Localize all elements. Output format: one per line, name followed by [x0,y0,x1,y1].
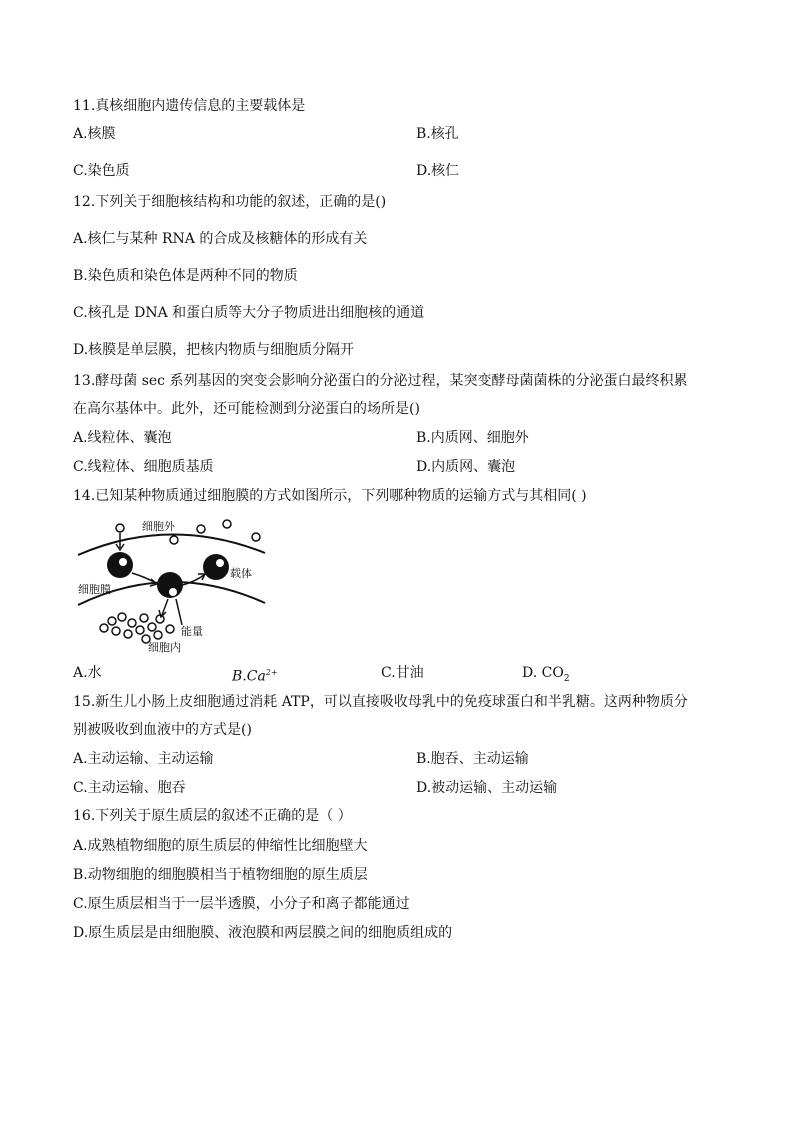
label-membrane: 细胞膜 [78,583,111,596]
q11-stem: 11.真核细胞内遗传信息的主要载体是 [73,98,306,114]
q12-option-c: C.核孔是 DNA 和蛋白质等大分子物质进出细胞核的通道 [73,305,425,321]
q13-stem-line2: 在高尔基体中。此外，还可能检测到分泌蛋白的场所是() [73,401,420,417]
label-carrier: 载体 [230,567,252,580]
outside-molecules [116,520,260,544]
carrier-bound-molecule-1 [119,558,127,566]
q14-option-c: C.甘油 [381,665,424,681]
carrier-bound-molecule-2 [169,588,177,596]
q14-option-a: A.水 [73,665,102,681]
q11-option-a: A.核膜 [73,126,116,142]
q15-option-a: A.主动运输、主动运输 [73,751,214,767]
q16-option-d: D.原生质层是由细胞膜、液泡膜和两层膜之间的细胞质组成的 [73,925,453,941]
q14-option-d-subscript: 2 [563,673,570,684]
q16-option-c: C.原生质层相当于一层半透膜，小分子和离子都能通过 [73,896,410,912]
q12-option-b: B.染色质和染色体是两种不同的物质 [73,268,298,284]
q14-stem: 14.已知某种物质通过细胞膜的方式如图所示，下列哪种物质的运输方式与其相同( ) [73,488,587,504]
q13-option-a: A.线粒体、囊泡 [73,430,172,446]
q14-option-b-text: B.Ca [232,668,266,685]
q16-option-a: A.成熟植物细胞的原生质层的伸缩性比细胞壁大 [73,838,368,854]
q11-option-d: D.核仁 [416,163,460,179]
q13-option-c: C.线粒体、细胞质基质 [73,459,214,475]
q13-option-b: B.内质网、细胞外 [416,430,529,446]
carrier-bound-molecule-3 [216,559,224,567]
carrier-protein-3 [203,554,229,580]
inside-molecules [100,613,174,643]
q15-stem-line1: 15.新生儿小肠上皮细胞通过消耗 ATP，可以直接吸收母乳中的免疫球蛋白和半乳糖。这两种物质分 [73,694,688,710]
label-outside: 细胞外 [142,520,175,533]
q11-option-b: B.核孔 [416,126,459,142]
q13-stem-line1: 13.酵母菌 sec 系列基因的突变会影响分泌蛋白的分泌过程，某突变酵母菌菌株的分泌蛋白最终积累 [73,373,688,389]
q12-stem: 12.下列关于细胞核结构和功能的叙述，正确的是() [73,194,387,210]
q14-option-b-superscript: 2+ [265,668,278,677]
q12-option-d: D.核膜是单层膜，把核内物质与细胞质分隔开 [73,342,355,358]
q15-option-d: D.被动运输、主动运输 [416,780,558,796]
q12-option-a: A.核仁与某种 RNA 的合成及核糖体的形成有关 [73,231,368,247]
q14-option-b [232,663,278,687]
q14-option-d-text: D. CO [522,665,564,681]
q16-stem: 16.下列关于原生质层的叙述不正确的是（ ） [73,808,352,824]
q13-option-d: D.内质网、囊泡 [416,459,516,475]
label-inside: 细胞内 [148,641,181,654]
label-energy: 能量 [181,625,203,638]
membrane-transport-figure [70,515,270,655]
q15-option-b: B.胞吞、主动运输 [416,751,529,767]
q11-option-c: C.染色质 [73,163,130,179]
carrier-protein-1 [107,552,133,578]
q15-option-c: C.主动运输、胞吞 [73,780,186,796]
q16-option-b: B.动物细胞的细胞膜相当于植物细胞的原生质层 [73,867,368,883]
q15-stem-line2: 别被吸收到血液中的方式是() [73,722,252,738]
q14-option-d [522,663,570,689]
